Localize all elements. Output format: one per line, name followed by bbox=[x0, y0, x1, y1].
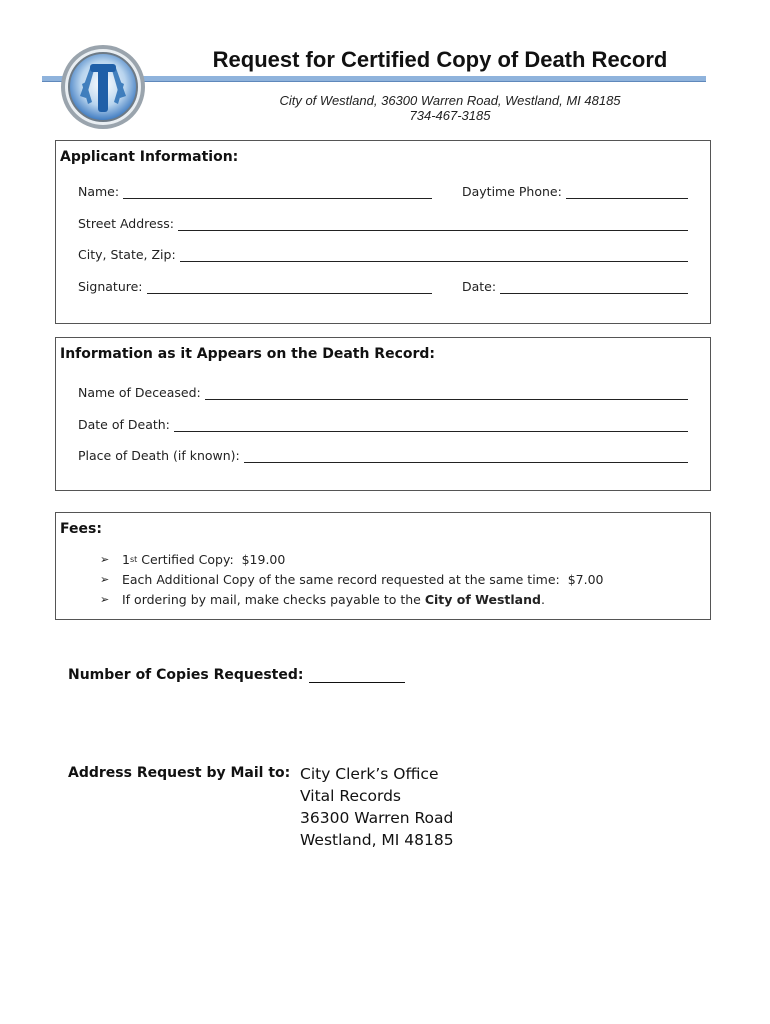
city-state-zip-label: City, State, Zip: bbox=[78, 247, 176, 262]
fee-item-additional-copy bbox=[100, 569, 604, 589]
fee-item-first-copy bbox=[100, 549, 604, 569]
street-address-input-line[interactable] bbox=[178, 216, 688, 231]
date-input-line[interactable] bbox=[500, 279, 688, 294]
fee-first-prefix: 1 bbox=[122, 551, 130, 567]
date-of-death-field[interactable] bbox=[78, 414, 688, 432]
deceased-name-field[interactable] bbox=[78, 382, 688, 400]
fee-additional-text: Each Additional Copy of the same record requested at the same time: $7.00 bbox=[122, 571, 604, 587]
mail-address-line: Vital Records bbox=[300, 787, 402, 805]
fees-list bbox=[100, 549, 604, 609]
arrowhead-bullet-icon: ➢ bbox=[100, 592, 110, 606]
copies-requested-field[interactable] bbox=[68, 667, 405, 683]
fee-payable-payee: City of Westland bbox=[424, 591, 541, 607]
mail-address-line: Westland, MI 48185 bbox=[300, 831, 454, 849]
document-title: Request for Certified Copy of Death Record bbox=[212, 47, 668, 72]
arrowhead-bullet-icon: ➢ bbox=[100, 572, 110, 586]
office-address: City of Westland, 36300 Warren Road, Westland, MI 48185 bbox=[279, 93, 621, 108]
fees-section bbox=[55, 512, 711, 620]
city-state-zip-input-line[interactable] bbox=[180, 247, 688, 262]
name-label: Name: bbox=[78, 184, 120, 199]
fee-payable-suffix: . bbox=[540, 591, 545, 607]
daytime-phone-input-line[interactable] bbox=[566, 184, 688, 199]
mail-address-line: 36300 Warren Road bbox=[300, 809, 454, 827]
deceased-name-input-line[interactable] bbox=[205, 385, 688, 400]
copies-requested-input-line[interactable] bbox=[309, 668, 405, 683]
death-record-heading: Information as it Appears on the Death Record: bbox=[60, 346, 436, 362]
arrowhead-bullet-icon: ➢ bbox=[100, 552, 110, 566]
signature-label: Signature: bbox=[78, 279, 143, 294]
daytime-phone-field[interactable] bbox=[462, 181, 688, 199]
date-of-death-label: Date of Death: bbox=[78, 417, 170, 432]
fee-item-payable bbox=[100, 589, 604, 609]
office-phone: 734-467-3185 bbox=[409, 108, 491, 123]
place-of-death-label: Place of Death (if known): bbox=[78, 448, 240, 463]
copies-requested-label: Number of Copies Requested: bbox=[68, 667, 304, 683]
fee-payable-prefix: If ordering by mail, make checks payable to the bbox=[122, 591, 425, 607]
city-seal-logo bbox=[60, 44, 146, 130]
daytime-phone-label: Daytime Phone: bbox=[462, 184, 562, 199]
name-field[interactable] bbox=[78, 181, 432, 199]
fee-first-rest: Certified Copy: $19.00 bbox=[137, 551, 286, 567]
deceased-name-label: Name of Deceased: bbox=[78, 385, 201, 400]
date-field[interactable] bbox=[462, 276, 688, 294]
name-input-line[interactable] bbox=[123, 184, 432, 199]
date-of-death-input-line[interactable] bbox=[174, 417, 688, 432]
mail-address-block bbox=[300, 763, 454, 851]
mail-address-label: Address Request by Mail to: bbox=[68, 765, 291, 781]
street-address-label: Street Address: bbox=[78, 216, 174, 231]
applicant-heading: Applicant Information: bbox=[60, 149, 239, 165]
signature-input-line[interactable] bbox=[147, 279, 432, 294]
fee-first-sup: st bbox=[129, 554, 138, 564]
place-of-death-input-line[interactable] bbox=[244, 448, 688, 463]
death-record-section bbox=[55, 337, 711, 491]
city-state-zip-field[interactable] bbox=[78, 244, 688, 262]
place-of-death-field[interactable] bbox=[78, 445, 688, 463]
street-address-field[interactable] bbox=[78, 213, 688, 231]
fees-heading: Fees: bbox=[60, 521, 102, 537]
applicant-section bbox=[55, 140, 711, 324]
date-label: Date: bbox=[462, 279, 497, 294]
signature-field[interactable] bbox=[78, 276, 432, 294]
mail-address-line: City Clerk’s Office bbox=[300, 765, 439, 783]
